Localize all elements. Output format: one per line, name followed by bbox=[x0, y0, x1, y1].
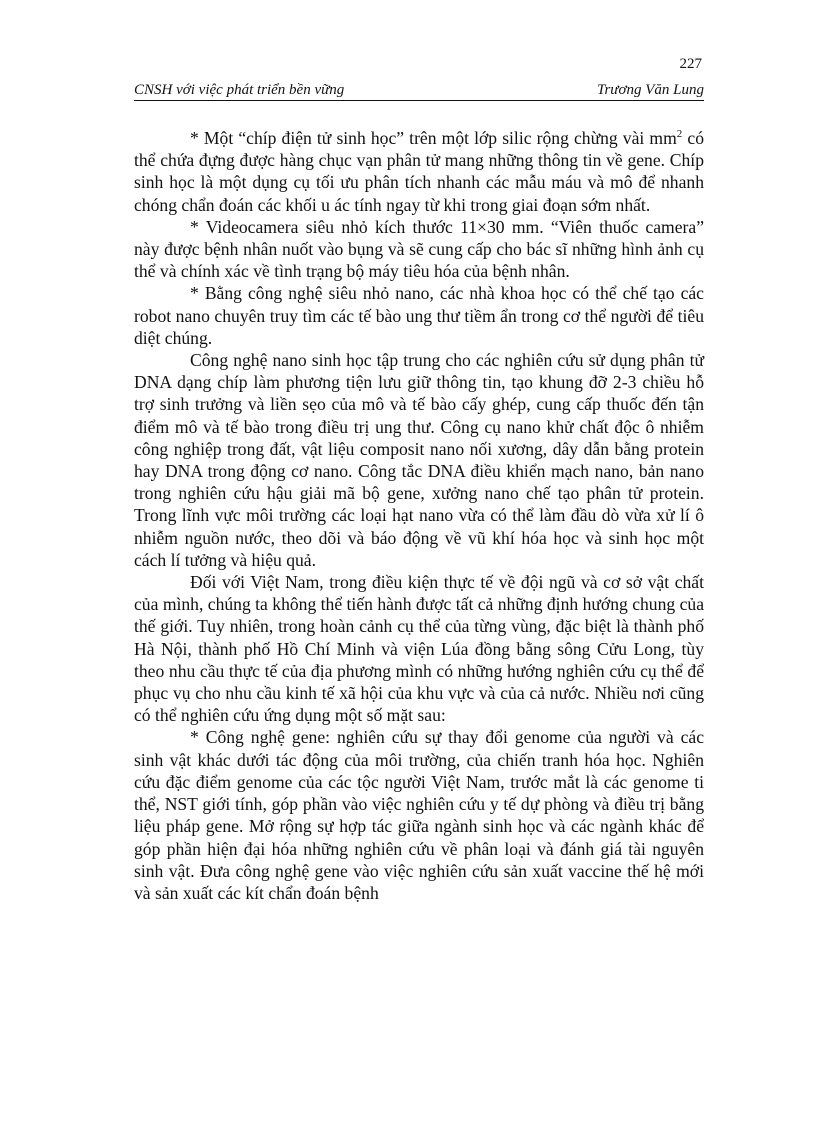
superscript-two: 2 bbox=[676, 128, 683, 141]
paragraph-gene-technology: * Công nghệ gene: nghiên cứu sự thay đổi genome của người và các sinh vật khác dưới tác động của môi trường, của chiến tranh hóa học. Nghiên cứu đặc điểm genome của các tộc người Việt Nam, trước mắt là các genome ti thể, NST giới tính, góp phần vào việc nghiên cứu y tế dự phòng và điều trị bằng liệu pháp gene. Mở rộng sự hợp tác giữa ngành sinh học và các ngành khác để góp phần hiện đại hóa những nghiên cứu về phân loại và đánh giá tài nguyên sinh vật. Đưa công nghệ gene vào việc nghiên cứu sản xuất vaccine thế hệ mới và sản xuất các kít chẩn đoán bệnh bbox=[134, 727, 704, 903]
body-text bbox=[134, 127, 704, 904]
paragraph-biochip-start: * Một “chíp điện tử sinh học” trên một lớp silic rộng chừng vài mm bbox=[190, 128, 677, 148]
paragraph-biochip bbox=[134, 127, 704, 216]
running-header bbox=[134, 80, 704, 101]
paragraph-nano-robot: * Bằng công nghệ siêu nhỏ nano, các nhà khoa học có thể chế tạo các robot nano chuyên truy tìm các tế bào ung thư tiềm ẩn trong cơ thể người để tiêu diệt chúng. bbox=[134, 283, 704, 348]
running-header-author: Trương Văn Lung bbox=[596, 82, 704, 98]
paragraph-biochip-end: có thể chứa đựng được hàng chục vạn phân tử mang những thông tin về gene. Chíp sinh học là một dụng cụ tối ưu phân tích nhanh các mẫu máu và mô để nhanh chóng chẩn đoán các khối u ác tính ngay từ khi trong giai đoạn sớm nhất. bbox=[134, 128, 704, 215]
running-header-title: CNSH với việc phát triển bền vững bbox=[134, 82, 345, 98]
paragraph-vietnam: Đối với Việt Nam, trong điều kiện thực tế về đội ngũ và cơ sở vật chất của mình, chúng ta không thể tiến hành được tất cả những định hướng chung của thế giới. Tuy nhiên, trong hoàn cảnh cụ thể của từng vùng, đặc biệt là thành phố Hà Nội, thành phố Hồ Chí Minh và viện Lúa đồng bằng sông Cửu Long, tùy theo nhu cầu thực tế của địa phương mình có những hướng nghiên cứu cụ thể để phục vụ cho nhu cầu kinh tế xã hội của khu vực và của cả nước. Nhiều nơi cũng có thể nghiên cứu ứng dụng một số mặt sau: bbox=[134, 572, 705, 726]
paragraph-videocamera: * Videocamera siêu nhỏ kích thước 11×30 mm. “Viên thuốc camera” này được bệnh nhân nuốt vào bụng và sẽ cung cấp cho bác sĩ những hình ảnh cụ thể và chính xác về tình trạng bộ máy tiêu hóa của bệnh nhân. bbox=[134, 216, 704, 282]
page-number: 227 bbox=[679, 56, 702, 72]
paragraph-nano-biotech: Công nghệ nano sinh học tập trung cho các nghiên cứu sử dụng phân tử DNA dạng chíp làm phương tiện lưu giữ thông tin, tạo khung đỡ 2-3 chiều hỗ trợ sinh trưởng và liền sẹo của mô và tế bào cấy ghép, cung cấp thuốc đến tận điểm mô và tế bào trong điều trị ung thư. Công cụ nano khử chất độc ô nhiễm công nghiệp trong đất, vật liệu composit nano nối xương, dây dẫn bằng protein hay DNA trong động cơ nano. Công tắc DNA điều khiển mạch nano, bản nano trong nghiên cứu hậu giải mã bộ gene, xưởng nano chế tạo phân tử protein. Trong lĩnh vực môi trường các loại hạt nano vừa có thể làm đầu dò vừa xử lí ô nhiễm nguồn nước, theo dõi và báo động về vũ khí hóa học và sinh học một cách lí tưởng và hiệu quả. bbox=[134, 350, 704, 570]
